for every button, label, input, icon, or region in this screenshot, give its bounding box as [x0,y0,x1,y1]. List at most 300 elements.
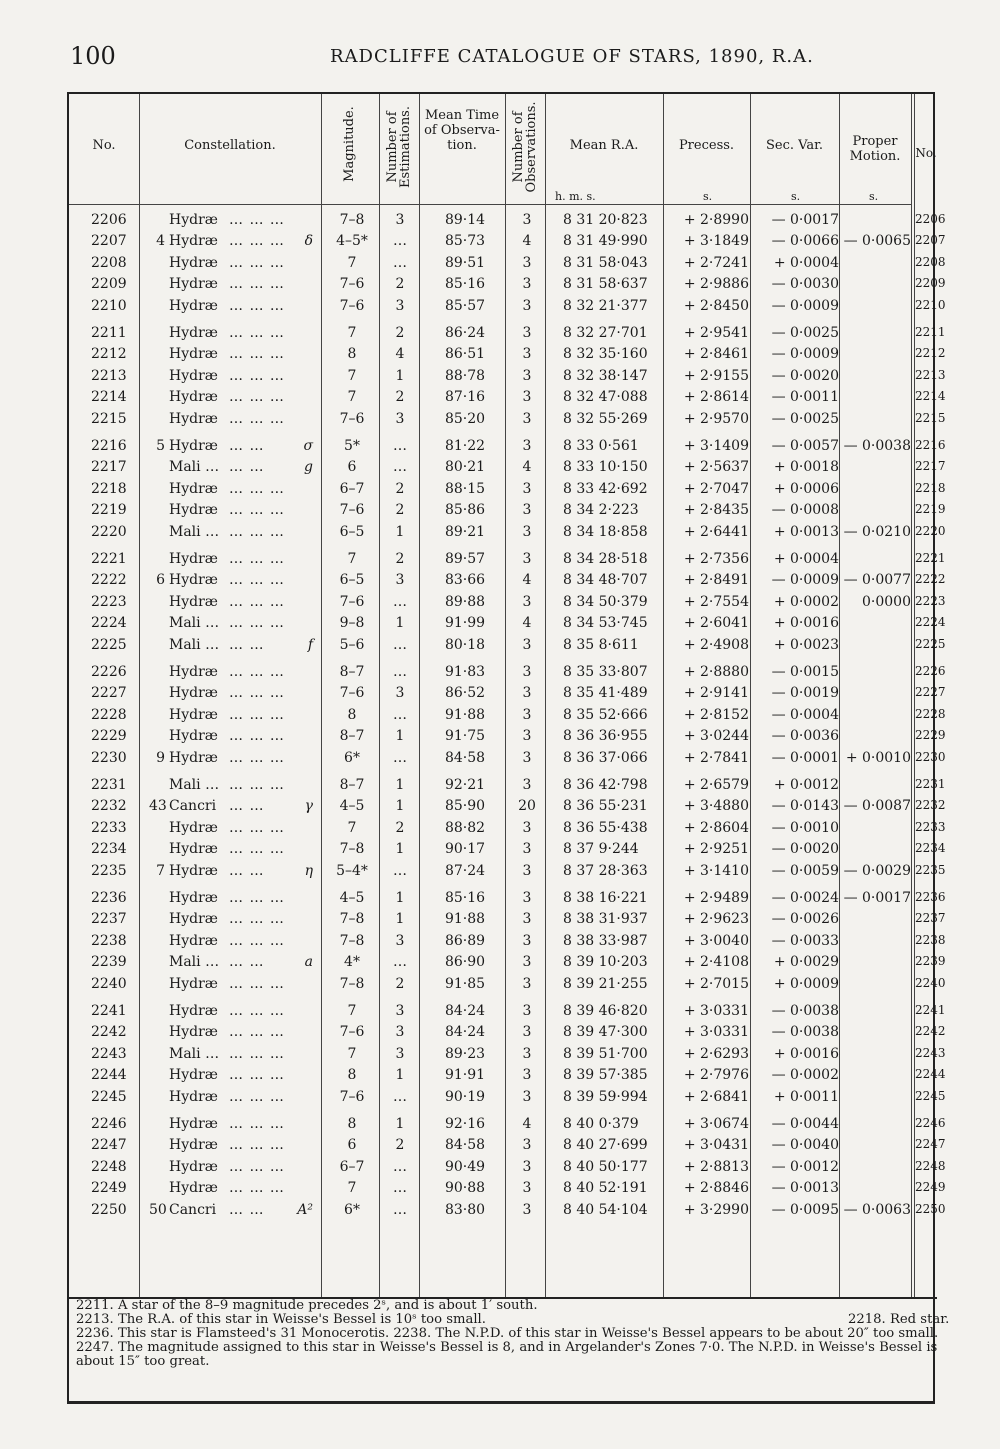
cell-dots: … … … [229,1137,285,1154]
cell-pre: + 3·0331 [683,1003,749,1019]
cell-est: … [393,459,407,476]
cell-pre: + 3·0331 [683,1024,749,1041]
cell-mag: 9–8 [339,615,365,632]
cell-con: Hydræ [169,254,218,271]
cell-est: 4 [395,346,405,363]
cell-pre: + 3·2990 [683,1201,749,1218]
cell-pm: — 0·0038 [843,438,911,454]
cell-pre: + 2·6441 [683,523,749,540]
cell-obs: 3 [522,932,532,949]
cell-sv: — 0·0011 [771,389,839,406]
cell-ra: 8 40 50·177 [563,1158,648,1175]
table-row [69,1137,946,1158]
cell-ra: 8 33 42·692 [563,480,648,497]
cell-pre: + 2·9251 [683,841,749,858]
cell-mt: 91·91 [444,1067,486,1084]
cell-no: 2207 [91,233,127,250]
cell-mt: 84·24 [444,1003,486,1019]
cell-con: Mali … [169,777,220,793]
table-row [69,551,946,572]
cell-est: 3 [395,410,405,427]
cell-ra: 8 36 36·955 [563,728,648,745]
cell-no: 2215 [91,410,127,427]
cell-sv: + 0·0004 [773,254,839,271]
col-head-sec-var: Sec. Var. [765,138,823,153]
cell-mt: 92·21 [444,777,486,793]
cell-dots: … … [229,862,265,879]
cell-pre: + 3·0244 [683,728,749,745]
table-row [69,1201,946,1223]
cell-no: 2225 [91,636,127,653]
cell-sv: — 0·0009 [771,572,839,589]
cell-obs: 3 [522,1201,532,1218]
cell-dots: … … … [229,572,285,589]
cell-con: Hydræ [169,212,218,228]
cell-obs: 3 [522,749,532,766]
cell-mag: 7 [347,551,357,567]
cell-pre: + 2·6293 [683,1045,749,1062]
cell-con: Hydræ [169,438,218,454]
cell-sv: — 0·0040 [771,1137,839,1154]
cell-ra: 8 34 28·518 [563,551,648,567]
cell-con: Mali … [169,636,220,653]
cell-no-right: 2231 [915,777,946,791]
table-row [69,1180,946,1201]
cell-no-right: 2250 [915,1201,946,1216]
cell-est: … [393,1088,407,1105]
cell-est: 1 [395,367,405,384]
col-head-estimations: Number of Estimations. [385,106,413,189]
cell-pm: — 0·0087 [843,798,911,815]
table-row [69,1024,946,1045]
cell-con: Hydræ [169,367,218,384]
cell-mag: 4–5 [339,890,365,906]
cell-let: f [307,636,313,653]
cell-con: Hydræ [169,551,218,567]
cell-est: 3 [395,1024,405,1041]
cell-no-right: 2247 [915,1137,946,1152]
cell-fl: 43 [149,798,167,815]
cell-obs: 3 [522,346,532,363]
footnote-text: 2213. The R.A. of this star in Weisse's Bessel is 10ˢ too small. [76,1312,486,1327]
footnote [76,1355,956,1369]
cell-obs: 3 [522,1158,532,1175]
cell-con: Hydræ [169,664,218,680]
cell-ra: 8 40 52·191 [563,1180,648,1197]
cell-no: 2250 [91,1201,127,1218]
cell-no-right: 2245 [915,1088,946,1103]
cell-pre: + 2·8491 [683,572,749,589]
cell-mag: 6–7 [339,1158,365,1175]
cell-pre: + 2·4108 [683,954,749,971]
cell-obs: 3 [522,975,532,992]
cell-con: Hydræ [169,749,218,766]
cell-pre: + 2·8450 [683,297,749,314]
cell-pre: + 3·0674 [683,1116,749,1132]
cell-dots: … … … [229,1067,285,1084]
cell-mt: 92·16 [444,1116,486,1132]
cell-con: Hydræ [169,1137,218,1154]
cell-no-right: 2220 [915,523,946,538]
cell-con: Hydræ [169,911,218,928]
table-row [69,911,946,932]
cell-est: 2 [395,502,405,519]
cell-ra: 8 35 33·807 [563,664,648,680]
cell-ra: 8 39 46·820 [563,1003,648,1019]
cell-ra: 8 34 53·745 [563,615,648,632]
cell-no-right: 2213 [915,367,946,382]
cell-dots: … … … [229,1003,285,1019]
cell-mag: 7 [347,325,357,341]
cell-let: σ [303,438,313,454]
cell-no-right: 2237 [915,911,946,926]
table-row [69,346,946,367]
cell-dots: … … … [229,664,285,680]
cell-no: 2234 [91,841,127,858]
cell-ra: 8 36 55·231 [563,798,648,815]
table-row [69,1158,946,1180]
cell-obs: 3 [522,911,532,928]
cell-sv: + 0·0002 [773,593,839,610]
cell-mt: 91·99 [444,615,486,632]
cell-mag: 6* [344,749,360,766]
cell-sv: — 0·0025 [771,410,839,427]
cell-no-right: 2235 [915,862,946,877]
table-row [69,593,946,615]
cell-pre: + 3·1409 [683,438,749,454]
cell-ra: 8 34 50·379 [563,593,648,610]
cell-est: … [393,954,407,971]
cell-sv: — 0·0008 [771,502,839,519]
table-row [69,410,946,432]
cell-pre: + 2·7554 [683,593,749,610]
cell-no-right: 2216 [915,438,946,452]
cell-pre: + 2·7356 [683,551,749,567]
cell-est: 2 [395,975,405,992]
cell-con: Hydræ [169,593,218,610]
cell-mt: 86·89 [444,932,486,949]
cell-est: 2 [395,480,405,497]
cell-no: 2220 [91,523,127,540]
footnote [76,1299,956,1313]
cell-obs: 4 [522,615,532,632]
cell-ra: 8 39 47·300 [563,1024,648,1041]
cell-no: 2229 [91,728,127,745]
cell-dots: … … … [229,890,285,906]
cell-obs: 3 [522,862,532,879]
cell-sv: — 0·0004 [771,706,839,723]
cell-no-right: 2239 [915,954,946,969]
cell-no-right: 2240 [915,975,946,990]
cell-obs: 3 [522,819,532,836]
table-row [69,664,946,685]
cell-pre: + 2·6041 [683,615,749,632]
cell-est: … [393,438,407,454]
cell-sv: — 0·0015 [771,664,839,680]
cell-no: 2246 [91,1116,127,1132]
cell-est: … [393,749,407,766]
cell-no: 2212 [91,346,127,363]
cell-mag: 7–8 [339,975,365,992]
cell-obs: 3 [522,890,532,906]
cell-dots: … … [229,438,265,454]
cell-obs: 3 [522,777,532,793]
cell-mag: 8–7 [339,728,365,745]
footnote-text: 2236. This star is Flamsteed's 31 Monocerotis. 2238. The N.P.D. of this star in Weisse's Bessel appears to be about 20″ too small. [76,1326,939,1341]
table-row [69,706,946,728]
cell-obs: 4 [522,572,532,589]
cell-mag: 8–7 [339,777,365,793]
cell-ra: 8 32 21·377 [563,297,648,314]
cell-pre: + 2·8614 [683,389,749,406]
cell-obs: 3 [522,636,532,653]
cell-con: Cancri [169,798,217,815]
cell-dots: … … … [229,551,285,567]
table-row [69,932,946,954]
cell-con: Hydræ [169,346,218,363]
cell-pm: — 0·0029 [843,862,911,879]
cell-dots: … … … [229,480,285,497]
cell-sv: + 0·0013 [773,523,839,540]
cell-dots: … … … [229,1116,285,1132]
cell-ra: 8 32 38·147 [563,367,648,384]
cell-sv: + 0·0029 [773,954,839,971]
cell-pre: + 2·8990 [683,212,749,228]
cell-mag: 5–6 [339,636,365,653]
cell-est: … [393,1201,407,1218]
cell-no-right: 2244 [915,1067,946,1082]
table-row [69,1067,946,1088]
cell-obs: 3 [522,1180,532,1197]
cell-no: 2217 [91,459,127,476]
cell-con: Cancri [169,1201,217,1218]
table-row [69,572,946,593]
cell-dots: … … [229,459,265,476]
cell-mag: 7 [347,1180,357,1197]
cell-mag: 7–6 [339,1024,365,1041]
cell-sv: — 0·0033 [771,932,839,949]
cell-con: Hydræ [169,410,218,427]
cell-obs: 3 [522,954,532,971]
table-row [69,615,946,636]
cell-pre: + 3·0040 [683,932,749,949]
cell-let: a [304,954,313,971]
cell-est: 2 [395,819,405,836]
cell-ra: 8 38 31·937 [563,911,648,928]
cell-mt: 86·52 [444,685,486,702]
cell-ra: 8 37 9·244 [563,841,639,858]
cell-mt: 84·24 [444,1024,486,1041]
cell-dots: … … … [229,1180,285,1197]
cell-ra: 8 32 35·160 [563,346,648,363]
footnote [76,1341,956,1355]
cell-no: 2216 [91,438,127,454]
cell-dots: … … … [229,367,285,384]
cell-sv: — 0·0009 [771,297,839,314]
cell-no: 2248 [91,1158,127,1175]
cell-sv: — 0·0026 [771,911,839,928]
cell-pm: — 0·0077 [843,572,911,589]
col-head-no: No. [92,138,116,153]
table-row [69,1003,946,1024]
cell-ra: 8 33 10·150 [563,459,648,476]
cell-mt: 89·57 [444,551,486,567]
cell-obs: 3 [522,1067,532,1084]
cell-no-right: 2233 [915,819,946,834]
cell-mag: 7 [347,819,357,836]
cell-mag: 6 [347,459,357,476]
cell-no: 2243 [91,1045,127,1062]
cell-no: 2226 [91,664,127,680]
cell-sv: — 0·0057 [771,438,839,454]
table-row [69,728,946,749]
table-row [69,459,946,480]
cell-no: 2206 [91,212,127,228]
cell-fl: 4 [156,233,165,250]
cell-fl: 6 [156,572,165,589]
cell-obs: 3 [522,1137,532,1154]
cell-no-right: 2243 [915,1045,946,1060]
cell-no-right: 2241 [915,1003,946,1017]
cell-no: 2239 [91,954,127,971]
footnotes [76,1299,956,1369]
table-row [69,297,946,319]
cell-est: 2 [395,276,405,293]
cell-mag: 8 [347,1067,357,1084]
cell-ra: 8 31 20·823 [563,212,648,228]
page-number: 100 [70,42,116,70]
table-row [69,502,946,523]
cell-dots: … … … [229,615,285,632]
cell-sv: — 0·0019 [771,685,839,702]
cell-mt: 90·19 [444,1088,486,1105]
cell-no-right: 2223 [915,593,946,608]
cell-no-right: 2228 [915,706,946,721]
cell-obs: 3 [522,728,532,745]
cell-no: 2223 [91,593,127,610]
cell-no-right: 2249 [915,1180,946,1195]
cell-ra: 8 34 2·223 [563,502,639,519]
cell-mt: 85·16 [444,890,486,906]
footnote-text: 2211. A star of the 8–9 magnitude precedes 2ˢ, and is about 1′ south. [76,1298,538,1313]
cell-mt: 83·80 [444,1201,486,1218]
cell-no-right: 2208 [915,254,946,269]
cell-ra: 8 36 37·066 [563,749,648,766]
cell-obs: 3 [522,664,532,680]
cell-ra: 8 31 49·990 [563,233,648,250]
cell-est: 3 [395,1003,405,1019]
cell-mt: 91·75 [444,728,486,745]
cell-con: Hydræ [169,685,218,702]
cell-con: Mali … [169,615,220,632]
cell-pre: + 3·1849 [683,233,749,250]
cell-est: … [393,1180,407,1197]
cell-mt: 81·22 [444,438,486,454]
cell-let: δ [304,233,313,250]
table-row [69,325,946,346]
cell-no-right: 2225 [915,636,946,651]
col-head-precess: Precess. [678,138,735,153]
cell-no: 2230 [91,749,127,766]
cell-mag: 7–6 [339,593,365,610]
cell-mag: 8–7 [339,664,365,680]
cell-mag: 5* [344,438,360,454]
cell-no: 2249 [91,1180,127,1197]
cell-pre: + 2·9155 [683,367,749,384]
cell-mag: 7–6 [339,1088,365,1105]
cell-obs: 3 [522,480,532,497]
cell-con: Mali … [169,1045,220,1062]
cell-pm: — 0·0063 [843,1201,911,1218]
cell-no-right: 2222 [915,572,946,587]
cell-ra: 8 40 54·104 [563,1201,648,1218]
table-row [69,254,946,276]
cell-mt: 89·21 [444,523,486,540]
cell-sv: — 0·0025 [771,325,839,341]
cell-con: Mali … [169,954,220,971]
cell-sv: — 0·0038 [771,1024,839,1041]
cell-con: Hydræ [169,841,218,858]
cell-obs: 3 [522,276,532,293]
cell-ra: 8 31 58·043 [563,254,648,271]
cell-mt: 87·16 [444,389,486,406]
cell-obs: 20 [518,798,536,815]
footnote-text: 2247. The magnitude assigned to this star in Weisse's Bessel is 8, and in Argelander's Zones 7·0. The N.P.D. in Weisse's Bessel is [76,1340,938,1355]
cell-dots: … … … [229,254,285,271]
catalogue-table [67,92,946,1404]
cell-sv: — 0·0059 [771,862,839,879]
cell-dots: … … … [229,1158,285,1175]
cell-dots: … … … [229,1045,285,1062]
cell-pre: + 3·1410 [683,862,749,879]
cell-con: Hydræ [169,297,218,314]
cell-obs: 3 [522,523,532,540]
cell-sv: — 0·0001 [771,749,839,766]
cell-mt: 86·24 [444,325,486,341]
cell-mt: 86·90 [444,954,486,971]
cell-mag: 7 [347,1003,357,1019]
cell-obs: 3 [522,502,532,519]
cell-obs: 3 [522,297,532,314]
cell-no: 2228 [91,706,127,723]
cell-sv: + 0·0012 [773,777,839,793]
cell-ra: 8 39 51·700 [563,1045,648,1062]
table-row [69,798,946,819]
cell-est: 2 [395,389,405,406]
table-row [69,685,946,706]
cell-pre: + 2·7841 [683,749,749,766]
cell-obs: 3 [522,410,532,427]
cell-let: g [304,459,313,476]
cell-fl: 9 [156,749,165,766]
cell-mt: 85·90 [444,798,486,815]
cell-mag: 7 [347,367,357,384]
cell-est: 2 [395,1137,405,1154]
cell-con: Hydræ [169,819,218,836]
cell-con: Hydræ [169,276,218,293]
page-header [70,42,930,82]
cell-ra: 8 37 28·363 [563,862,648,879]
cell-no-right: 2230 [915,749,946,764]
cell-no-right: 2234 [915,841,946,856]
cell-pm: — 0·0017 [843,890,911,906]
cell-dots: … … … [229,389,285,406]
cell-obs: 3 [522,1088,532,1105]
cell-ra: 8 35 41·489 [563,685,648,702]
table-row [69,276,946,297]
cell-no: 2219 [91,502,127,519]
table-row [69,749,946,771]
